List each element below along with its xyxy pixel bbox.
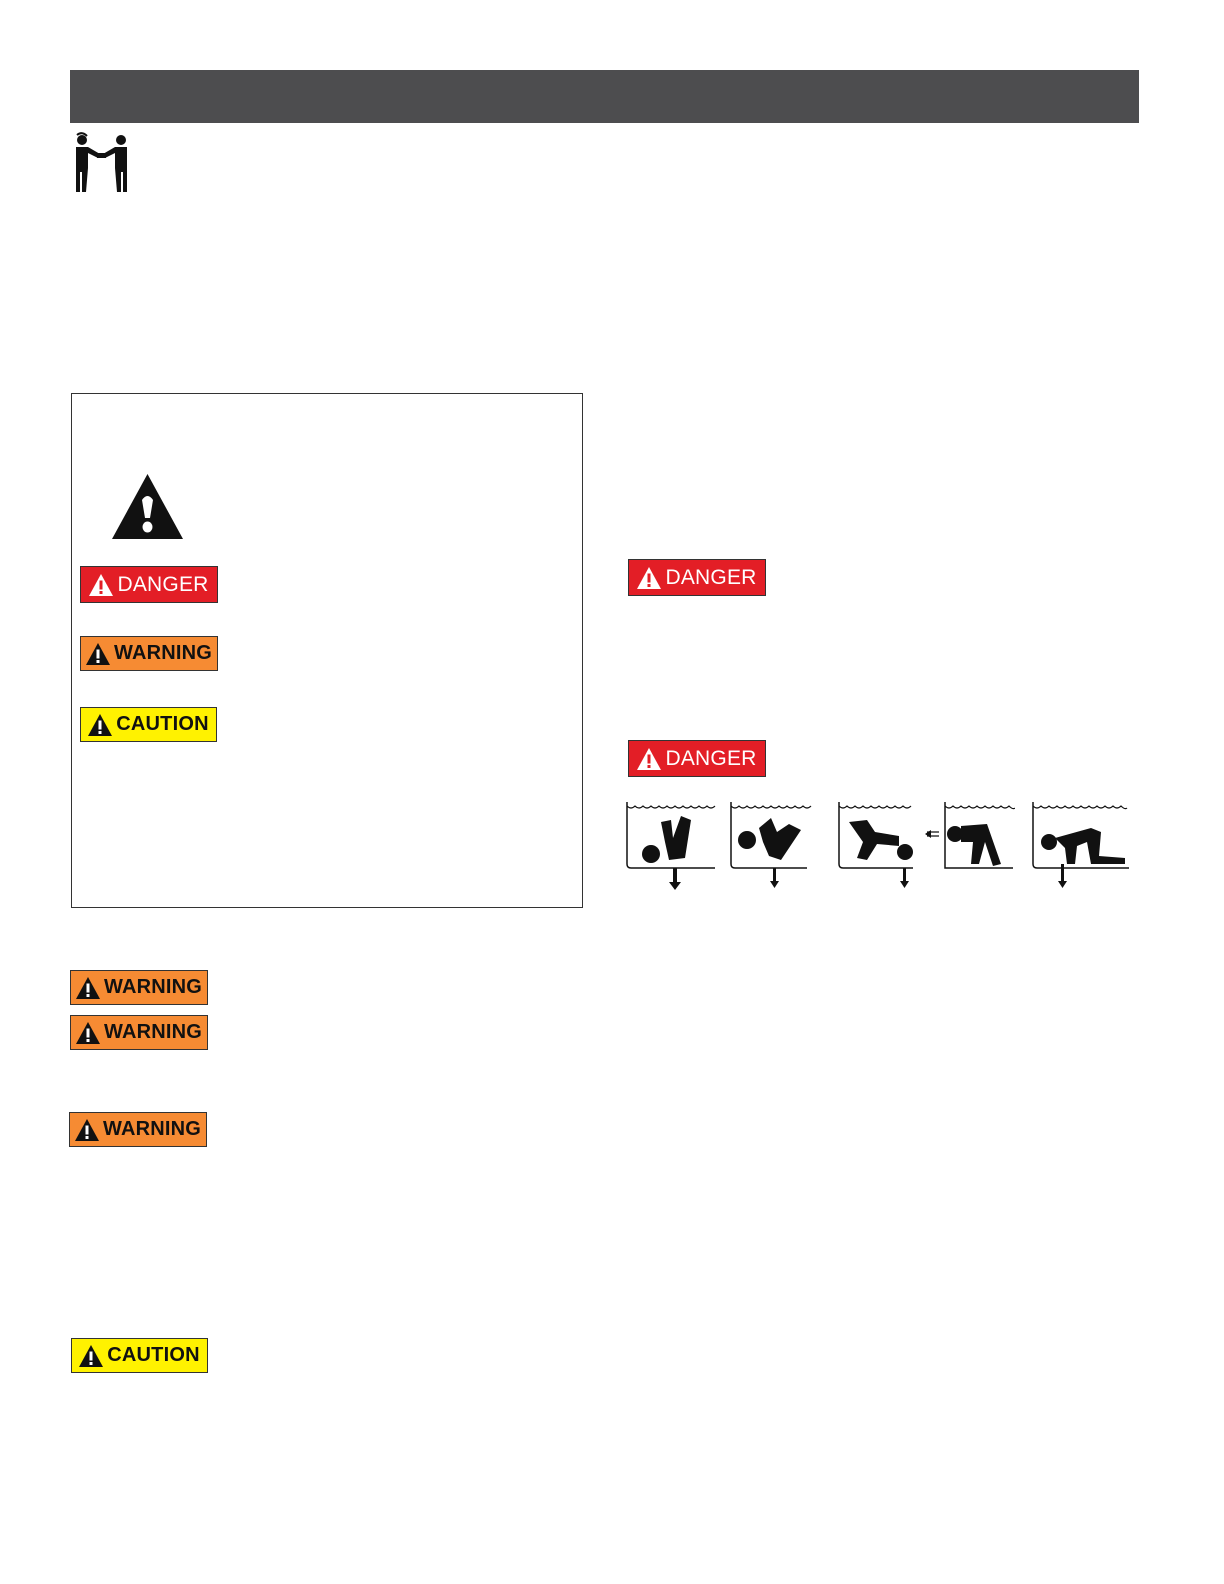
section-header-bar [70, 70, 1139, 123]
safety-alert-icon [637, 748, 661, 770]
danger-label: DANGER [665, 565, 757, 589]
limb-entrapment-icon [729, 798, 813, 898]
warning-signal-2 [70, 1015, 208, 1050]
caution-signal-legend [80, 707, 217, 742]
two-people-handover-icon [70, 132, 132, 194]
danger-label: DANGER [117, 572, 209, 596]
warning-signal-1 [70, 970, 208, 1005]
warning-label: WARNING [113, 642, 213, 664]
warning-signal-3 [69, 1112, 207, 1147]
mechanical-entrapment-icon [1031, 798, 1130, 898]
caution-signal-1 [71, 1338, 208, 1373]
safety-alert-triangle-icon [112, 474, 183, 539]
warning-signal-legend [80, 636, 218, 671]
safety-alert-icon [76, 977, 100, 999]
safety-alert-icon [75, 1119, 99, 1141]
warning-label: WARNING [103, 976, 203, 998]
safety-alert-icon [86, 643, 110, 665]
safety-alert-icon [76, 1022, 100, 1044]
hair-entrapment-icon [625, 798, 717, 898]
body-suction-entrapment-icon [837, 798, 917, 898]
entrapment-illustrations [625, 798, 1130, 898]
safety-alert-icon [88, 714, 112, 736]
warning-label: WARNING [103, 1021, 203, 1043]
warning-label: WARNING [102, 1118, 202, 1140]
danger-signal-legend [80, 566, 218, 603]
safety-alert-icon [89, 574, 113, 596]
safety-alert-icon [637, 567, 661, 589]
danger-signal-1 [628, 559, 766, 596]
danger-label: DANGER [665, 746, 757, 770]
evisceration-entrapment-icon [925, 798, 1015, 898]
caution-label: CAUTION [116, 713, 209, 735]
caution-label: CAUTION [107, 1344, 200, 1366]
danger-signal-2 [628, 740, 766, 777]
safety-alert-icon [79, 1345, 103, 1367]
